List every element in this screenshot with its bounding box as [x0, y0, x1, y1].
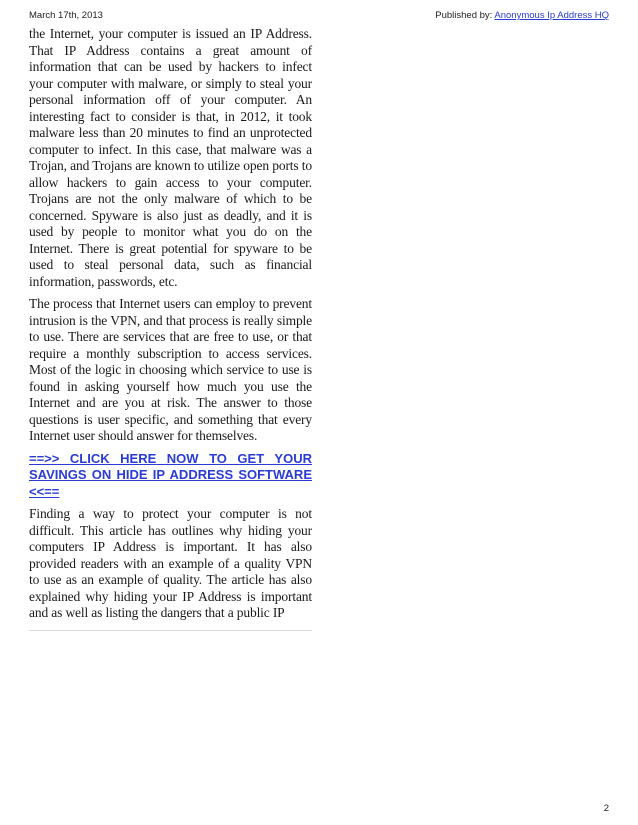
- article-column: [29, 26, 312, 631]
- divider: [29, 630, 312, 631]
- published-by-label: Published by:: [435, 10, 495, 21]
- article-paragraph: The process that Internet users can employ to prevent intrusion is the VPN, and that process is really simple to use. There are services that are free to use, or that require a monthly subscription to access services. Most of the logic in choosing which service to use is found in asking yourself how much you use the Internet and are you at risk. The answer to those questions is user specific, and something that every Internet user should answer for themselves.: [29, 296, 312, 443]
- cta-link[interactable]: ==>> CLICK HERE NOW TO GET YOUR SAVINGS ON HIDE IP ADDRESS SOFTWARE <<==: [29, 450, 312, 499]
- header-published-by: [435, 10, 609, 21]
- article-paragraph: the Internet, your computer is issued an IP Address. That IP Address contains a great amount of information that can be used by hackers to infect your computer with malware, or simply to steal your personal information off of your computer. An interesting fact to consider is that, in 2012, it took malware less than 20 minutes to find an unprotected computer to infect. In this case, that malware was a Trojan, and Trojans are known to utilize open ports to allow hackers to gain access to your computer. Trojans are not the only malware of which to be concerned. Spyware is also just as deadly, and it is used by people to monitor what you do on the Internet. There is great potential for spyware to be used to steal personal data, such as financial information, passwords, etc.: [29, 26, 312, 289]
- publisher-link[interactable]: Anonymous Ip Address HQ: [494, 10, 609, 21]
- page-number: 2: [603, 803, 609, 814]
- header-date: March 17th, 2013: [29, 10, 103, 21]
- article-paragraph: Finding a way to protect your computer is not difficult. This article has outlines why hiding your computers IP Address is important. It has also provided readers with an example of a quality VPN to use as an example of quality. The article has also explained why hiding your IP Address is important and as well as listing the dangers that a public IP: [29, 506, 312, 620]
